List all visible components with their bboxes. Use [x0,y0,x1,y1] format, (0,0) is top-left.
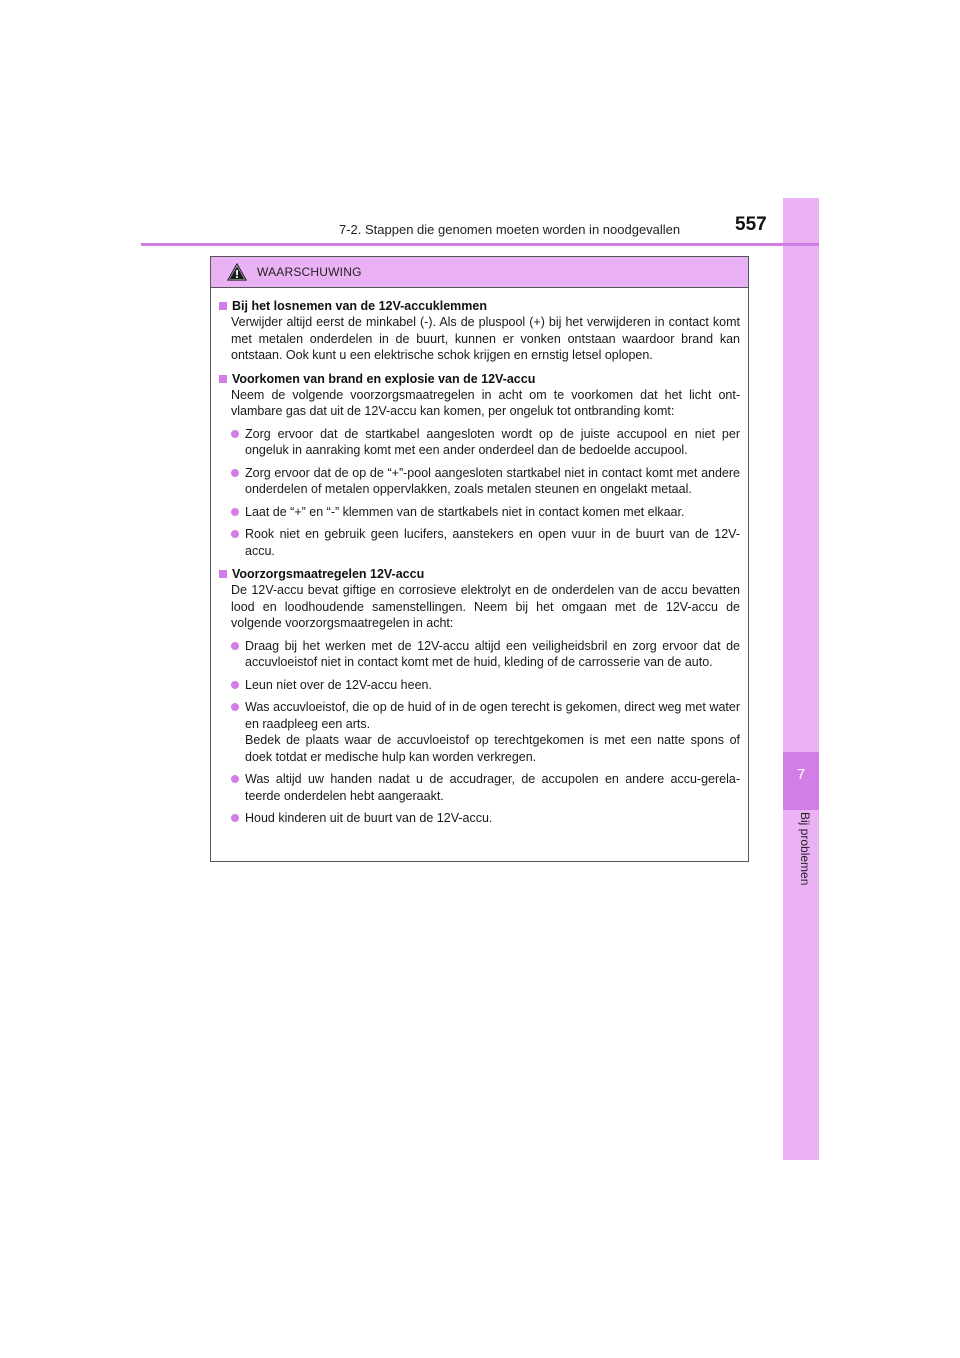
round-bullet-icon [231,814,239,822]
round-bullet-icon [231,469,239,477]
bullet-text: Was accuvloeistof, die op de huid of in de ogen terecht is gekomen, direct weg met water en raadpleeg een arts. Bedek de plaats waar de accuvloeistof op terechtgekomen is met een natte spons of doek totdat er medische hulp kan worden verkregen. [245,700,740,764]
bullet-text: Draag bij het werken met de 12V-accu altijd een veiligheidsbril en zorg ervoor dat de accuvloeistof niet in contact komt met de huid, kleding of de carrosserie van de auto. [245,638,740,669]
bullet-list [219,638,740,827]
bullet-item [231,526,740,559]
bullet-item [231,699,740,765]
section-heading [219,298,740,314]
bullet-item [231,638,740,671]
bullet-text: Laat de “+” en “-” klemmen van de startkabels niet in contact komen met elkaar. [245,504,685,519]
warning-box [210,256,749,862]
round-bullet-icon [231,430,239,438]
section-heading [219,371,740,387]
warning-body [211,288,748,827]
bullet-item [231,677,740,694]
bullet-item [231,465,740,498]
square-bullet-icon [219,302,227,310]
square-bullet-icon [219,375,227,383]
round-bullet-icon [231,703,239,711]
bullet-text: Leun niet over de 12V-accu heen. [245,677,432,692]
section-heading-text: Voorkomen van brand en explosie van de 12V-accu [232,371,536,386]
section-heading-text: Voorzorgsmaatregelen 12V-accu [232,567,425,581]
round-bullet-icon [231,775,239,783]
section-text: De 12V-accu bevat giftige en corrosieve elektrolyt en de onderdelen van de accu bevatten lood en loodhoudende samenstellingen. Neem bij het omgaan met de 12V-accu de volgende voorzorgsmaatregelen in acht: [231,583,740,630]
page-number: 557 [735,214,767,235]
bullet-text: Rook niet en gebruik geen lucifers, aanstekers en open vuur in de buurt van de 12V-accu. [245,527,740,558]
bullet-item [231,426,740,459]
section-heading-text: Bij het losnemen van de 12V-accuklemmen [232,299,487,313]
warning-section [219,566,740,827]
bullet-list [219,426,740,560]
round-bullet-icon [231,642,239,650]
square-bullet-icon [219,570,227,578]
bullet-item [231,810,740,827]
bullet-text: Was altijd uw handen nadat u de accudrager, de accupolen en andere accu-gerela-teerde onderdelen hebt aangeraakt. [245,772,740,803]
chapter-title: Bij problemen [798,812,812,886]
bullet-item [231,504,740,521]
header-rule [141,243,819,246]
section-heading [219,566,740,582]
bullet-text: Zorg ervoor dat de op de “+”-pool aangesloten startkabel niet in contact komt met andere onderdelen of metalen oppervlakken, zoals metalen steunen en ongelakt metaal. [245,465,740,496]
round-bullet-icon [231,681,239,689]
warning-section [219,298,740,364]
round-bullet-icon [231,530,239,538]
chapter-side-tab [783,198,819,1160]
section-title: 7-2. Stappen die genomen moeten worden in noodgevallen [339,222,681,237]
warning-triangle-icon [227,263,247,281]
chapter-number: 7 [796,766,806,783]
warning-section [219,371,740,560]
round-bullet-icon [231,508,239,516]
bullet-item [231,771,740,804]
bullet-text: Zorg ervoor dat de startkabel aangesloten wordt op de juiste accupool en niet per ongeluk in aanraking komt met een ander onderdeel dan de bedoelde accupool. [245,426,740,457]
section-text: Verwijder altijd eerst de minkabel (-). Als de pluspool (+) bij het verwijderen in contact komt met metalen onderdelen in de buurt, kunnen er vonken ontstaan waardoor brand kan ontstaan. Ook kunt u een elektrische schok krijgen en ernstig letsel oplopen. [231,315,740,362]
bullet-text: Houd kinderen uit de buurt van de 12V-accu. [245,811,493,825]
warning-label: WAARSCHUWING [257,265,362,279]
section-text: Neem de volgende voorzorgsmaatregelen in acht om te voorkomen dat het licht ont-vlambare gas dat uit de 12V-accu kan komen, per ongeluk tot ontbranding komt: [231,387,740,418]
warning-header [211,257,748,288]
